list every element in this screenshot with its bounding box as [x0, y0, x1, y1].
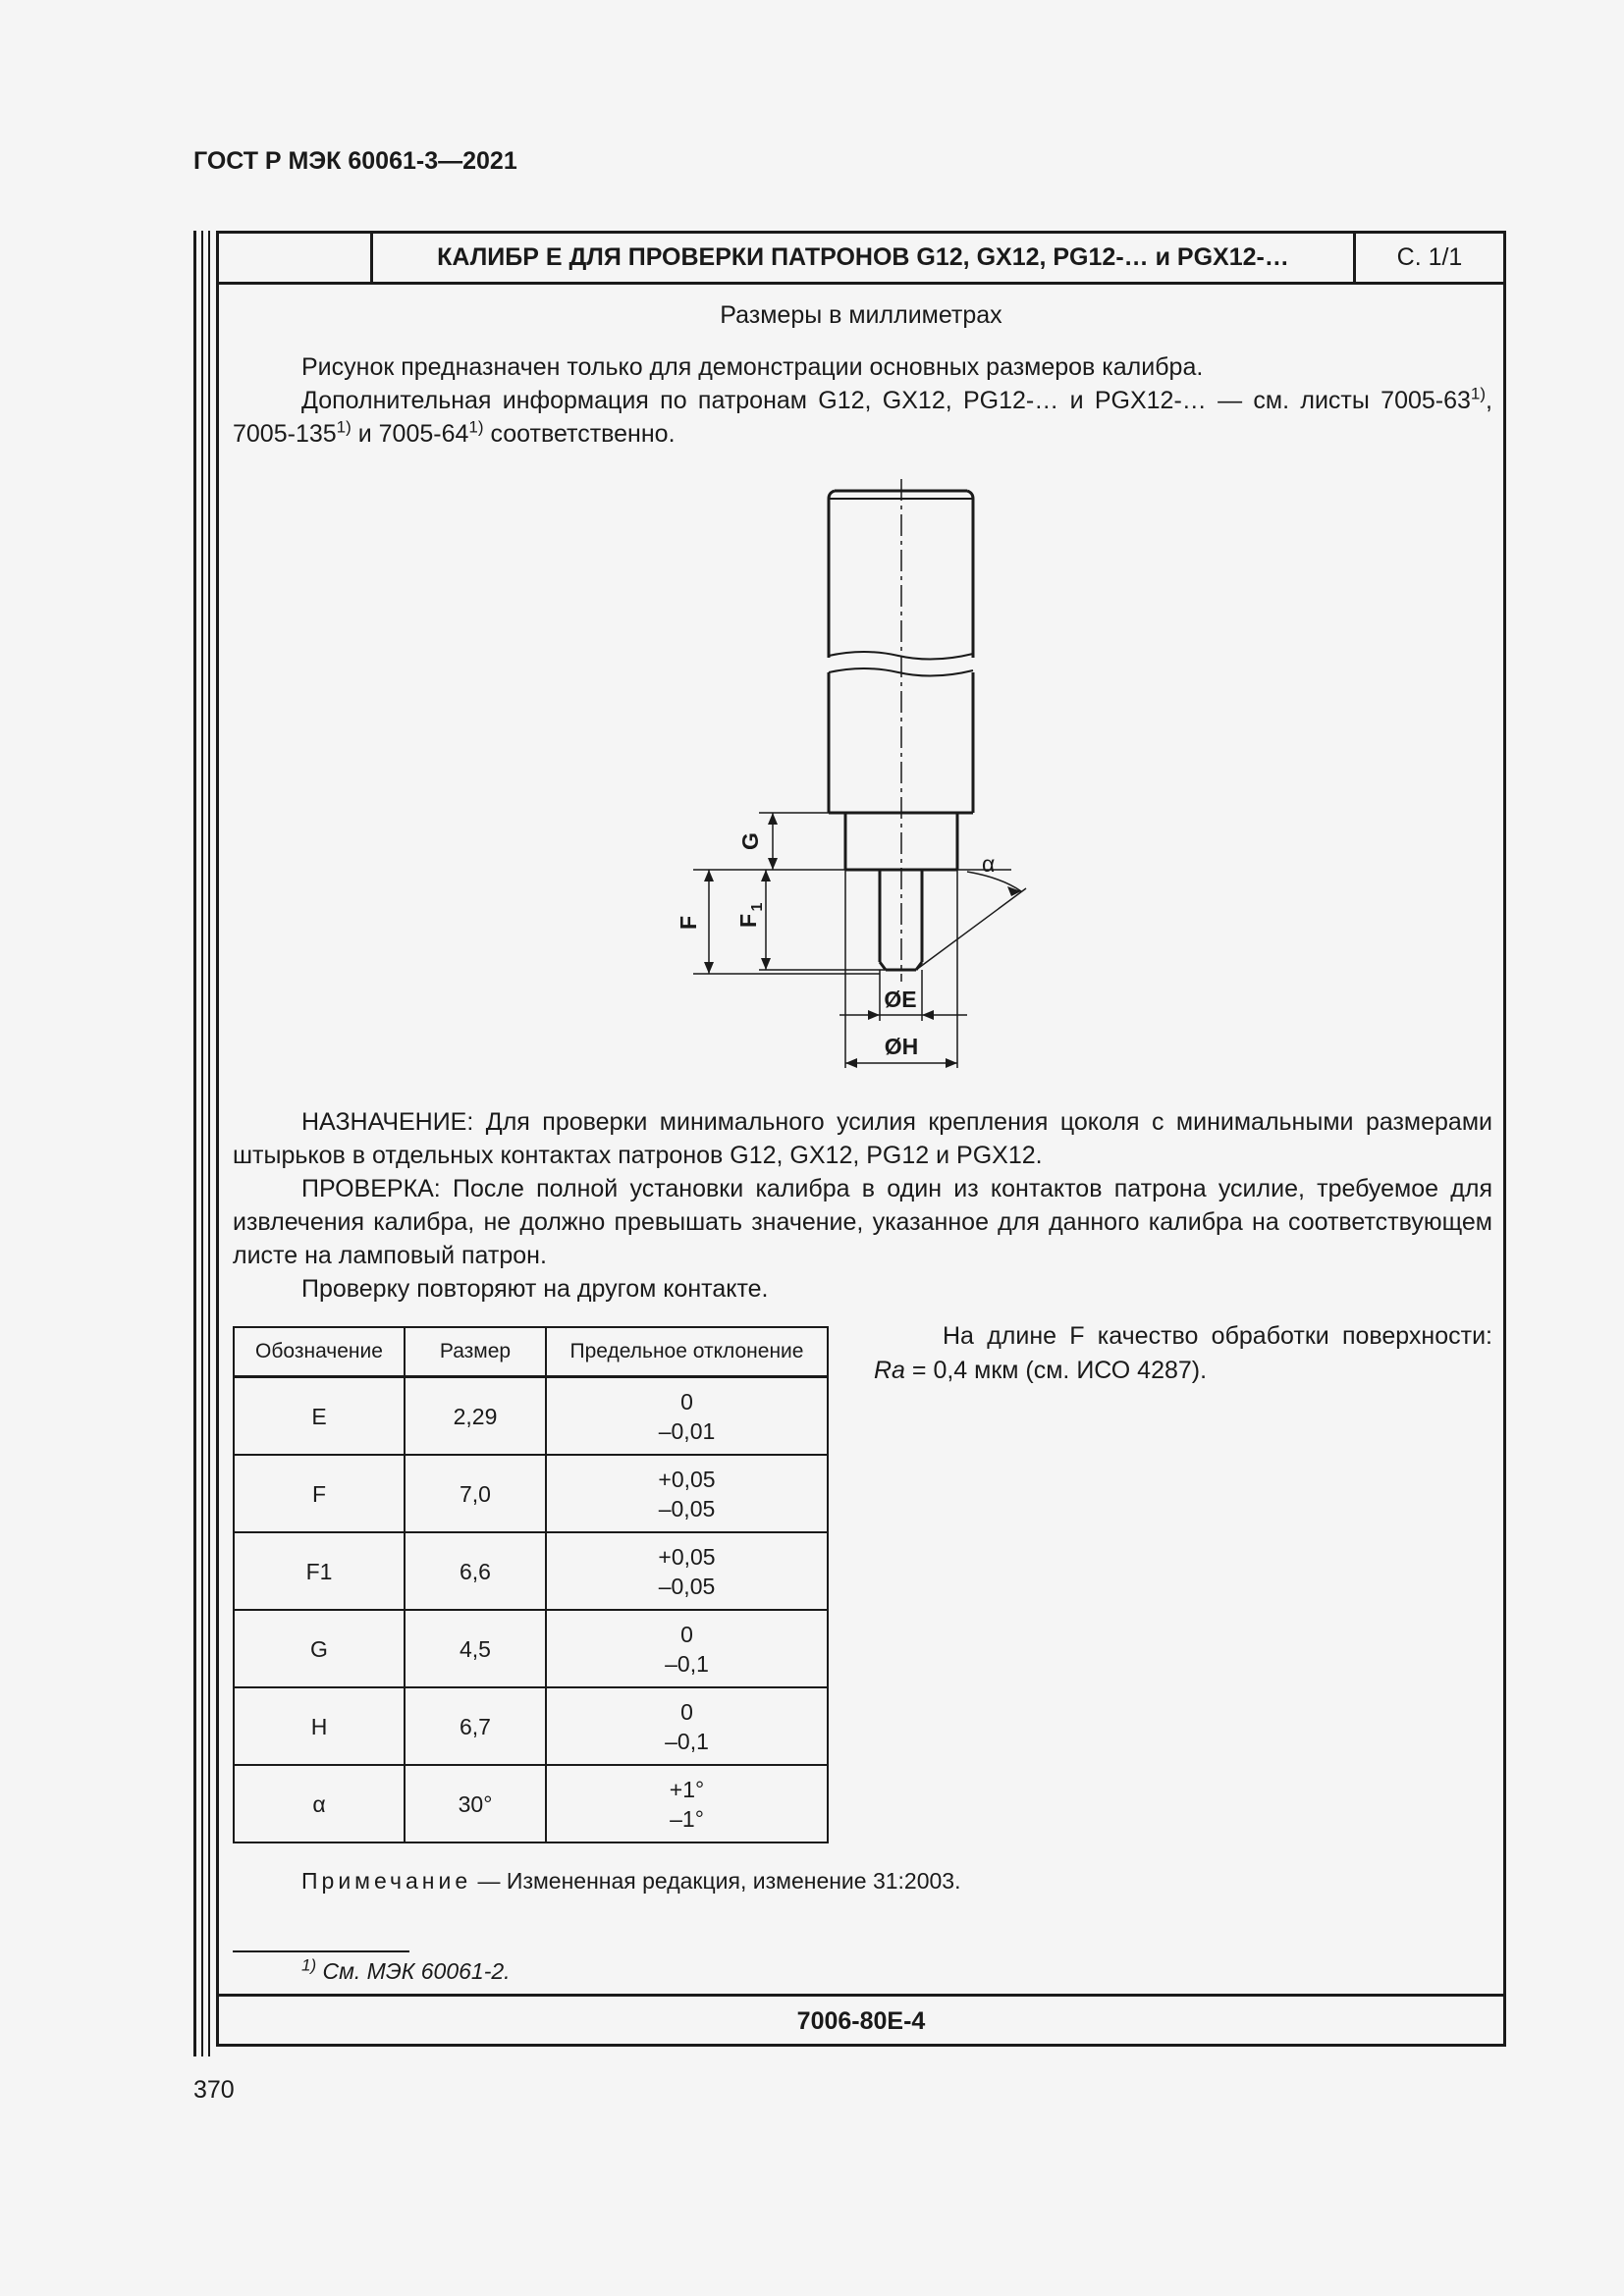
column-header-size: Размер: [405, 1327, 546, 1377]
intro-line-2c: и 7005-64: [351, 420, 469, 448]
gauge-top-chamfer: [967, 491, 973, 499]
sheet-page: С. 1/1: [1396, 243, 1463, 271]
arrow: [922, 1010, 934, 1020]
tolerance-upper: 0: [680, 1698, 693, 1725]
intro-line-2b: , 7005-135: [233, 387, 1492, 448]
repeat-paragraph: Проверку повторяют на другом контакте.: [301, 1275, 769, 1303]
surface-note-text: На длине F качество обработки поверхности:: [943, 1322, 1492, 1350]
table-row: [234, 1687, 828, 1765]
surface-finish-note: [874, 1319, 1492, 1388]
units-note: Размеры в миллиметрах: [720, 301, 1002, 329]
tolerance-upper: +0,05: [658, 1543, 716, 1570]
cell-tolerance: [546, 1532, 828, 1610]
cell-size: 4,5: [405, 1610, 546, 1687]
arrow: [768, 858, 778, 870]
cell-tolerance: [546, 1687, 828, 1765]
tolerance-upper: +1°: [669, 1776, 705, 1802]
cell-size: 6,6: [405, 1532, 546, 1610]
tolerance-lower: –0,01: [658, 1417, 716, 1444]
note-label: Примечание: [301, 1868, 472, 1894]
footnote: [301, 1955, 511, 1985]
gauge-drawing: [628, 471, 1060, 1080]
footnote-ref: 1): [1470, 384, 1487, 403]
cell-symbol: E: [234, 1377, 405, 1456]
angle-extension: [916, 888, 1026, 970]
arrow: [1007, 886, 1021, 896]
tolerance-upper: +0,05: [658, 1466, 716, 1492]
table-row: [234, 1532, 828, 1610]
sheet-code: 7006-80E-4: [796, 2007, 926, 2035]
tolerance-lower: –1°: [670, 1805, 704, 1832]
tolerance-lower: –0,1: [665, 1650, 709, 1677]
purpose-paragraph: НАЗНАЧЕНИЕ: Для проверки минимального усилия крепления цоколя с минимальными размерами штырьков в отдельных контактах патронов G12, GX12, PG12 и PGX12.: [233, 1108, 1492, 1169]
cell-symbol: F: [234, 1455, 405, 1532]
dim-label-E: ØE: [884, 987, 917, 1012]
footnote-mark: 1): [301, 1955, 317, 1975]
tolerance-lower: –0,05: [658, 1573, 716, 1599]
arrow: [761, 958, 771, 970]
dim-label-F1-sub: 1: [749, 902, 766, 912]
purpose-text: [233, 1105, 1492, 1306]
tolerance-lower: –0,1: [665, 1728, 709, 1754]
dim-label-F1: F: [735, 913, 761, 929]
intro-line-2d: соответственно.: [483, 420, 676, 448]
dim-label-G: G: [737, 832, 763, 850]
footnote-ref: 1): [468, 417, 484, 437]
tolerance-upper: 0: [680, 1621, 693, 1647]
binding-line: [193, 231, 196, 2056]
cell-tolerance: [546, 1455, 828, 1532]
cell-tolerance: [546, 1765, 828, 1842]
arrow: [845, 1058, 857, 1068]
binding-line: [201, 231, 203, 2056]
dimensions-table: [233, 1326, 829, 1843]
standard-header: ГОСТ Р МЭК 60061-3—2021: [193, 147, 517, 175]
cell-size: 30°: [405, 1765, 546, 1842]
cell-tolerance: [546, 1377, 828, 1456]
page-number: 370: [193, 2076, 235, 2104]
note: [301, 1868, 961, 1895]
arrow: [704, 870, 714, 881]
arrow: [761, 870, 771, 881]
gauge-top-chamfer: [829, 491, 835, 499]
tolerance-lower: –0,05: [658, 1495, 716, 1522]
column-header-tolerance: Предельное отклонение: [546, 1327, 828, 1377]
arrow: [868, 1010, 880, 1020]
arrow: [704, 962, 714, 974]
table-row: [234, 1455, 828, 1532]
table-row: [234, 1765, 828, 1842]
footnote-rule: [233, 1950, 409, 1952]
note-text: — Измененная редакция, изменение 31:2003.: [471, 1868, 961, 1894]
footnote-ref: 1): [336, 417, 352, 437]
cell-tolerance: [546, 1610, 828, 1687]
column-header-symbol: Обозначение: [234, 1327, 405, 1377]
cell-size: 7,0: [405, 1455, 546, 1532]
cell-size: 2,29: [405, 1377, 546, 1456]
dim-label-alpha: α: [982, 851, 996, 877]
arrow: [946, 1058, 957, 1068]
surface-note-value: = 0,4 мкм (см. ИСО 4287).: [904, 1357, 1208, 1384]
cell-symbol: F1: [234, 1532, 405, 1610]
dim-label-H: ØH: [884, 1034, 919, 1059]
ra-symbol: Ra: [874, 1357, 905, 1384]
cell-symbol: α: [234, 1765, 405, 1842]
cell-size: 6,7: [405, 1687, 546, 1765]
pin-chamfer: [880, 962, 886, 970]
sheet-title: КАЛИБР E ДЛЯ ПРОВЕРКИ ПАТРОНОВ G12, GX12, PG12-… и PGX12-…: [437, 243, 1289, 271]
arrow: [768, 813, 778, 825]
cell-symbol: H: [234, 1687, 405, 1765]
dim-label-F: F: [676, 915, 701, 931]
cell-symbol: G: [234, 1610, 405, 1687]
check-paragraph: ПРОВЕРКА: После полной установки калибра в один из контактов патрона усилие, требуемое для извлечения калибра, не должно превышать значение, указанное для данного калибра на соответствующем листе на ламповый патрон.: [233, 1175, 1492, 1269]
intro-line-1: Рисунок предназначен только для демонстрации основных размеров калибра.: [301, 353, 1204, 381]
footnote-text: См. МЭК 60061-2.: [316, 1958, 511, 1984]
table-row: [234, 1377, 828, 1456]
table-row: [234, 1610, 828, 1687]
intro-text: [233, 350, 1492, 451]
intro-line-2a: Дополнительная информация по патронам G12, GX12, PG12-… и PGX12-… — см. листы 7005-63: [301, 387, 1471, 414]
table-header-row: [234, 1327, 828, 1377]
binding-line: [208, 231, 210, 2056]
tolerance-upper: 0: [680, 1388, 693, 1415]
